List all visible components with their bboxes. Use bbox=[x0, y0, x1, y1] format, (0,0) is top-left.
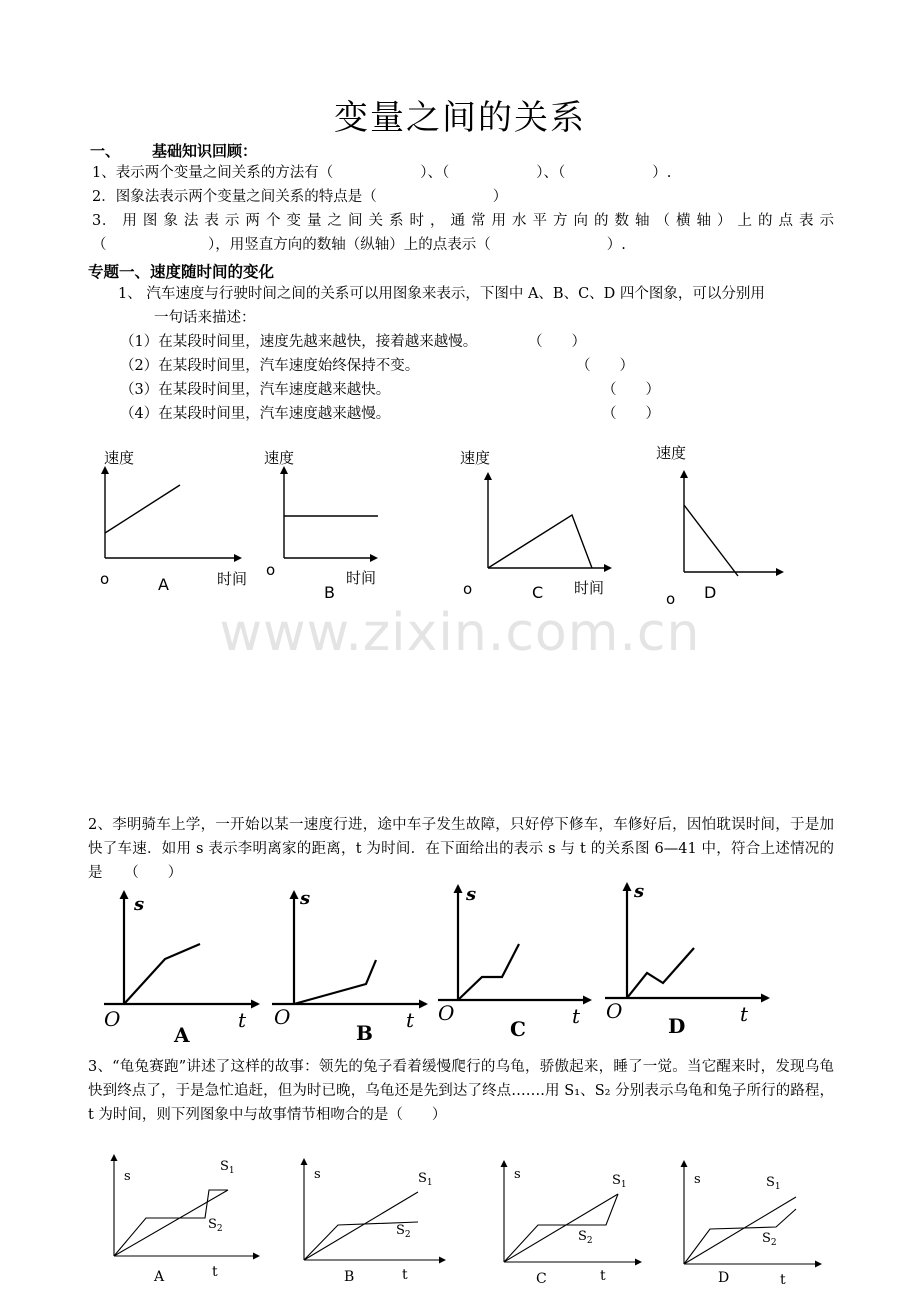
svg-text:S2: $S_2$ bbox=[578, 1229, 593, 1246]
svg-text:O: O bbox=[606, 999, 623, 1023]
svg-text:S2: $S_2$ bbox=[762, 1231, 777, 1248]
statement-1-blank: （ ） bbox=[528, 334, 586, 350]
statement-1: （1）在某段时间里，速度先越来越快，接着越来越慢。 bbox=[120, 334, 478, 350]
svg-text:t: t bbox=[780, 1272, 786, 1288]
svg-text:t: t bbox=[212, 1264, 218, 1280]
svg-text:t: t bbox=[740, 1002, 749, 1026]
distance-graph-c bbox=[438, 886, 590, 1000]
race-graphs-figure bbox=[0, 1150, 920, 1300]
svg-text:s: s bbox=[300, 888, 311, 909]
svg-text:S2: $S_2$ bbox=[396, 1223, 411, 1240]
speed-graph-b bbox=[284, 468, 378, 558]
question-3-line1: 3． 用 图 象 法 表 示 两 个 变 量 之 间 关 系 时 ， 通 常 用 水 平 方 向 的 数 轴 （ 横 轴 ） 上 的 点 表 示 bbox=[92, 213, 834, 229]
distance-graph-b bbox=[272, 892, 426, 1004]
section-heading: 基础知识回顾： bbox=[152, 142, 258, 160]
graph-label-b: B bbox=[356, 1021, 373, 1045]
speed-graph-c bbox=[488, 474, 610, 568]
statement-2: （2）在某段时间里，汽车速度始终保持不变。 bbox=[120, 358, 420, 374]
x-axis-label: 时间 bbox=[574, 579, 605, 597]
svg-text:S1: $S_1$ bbox=[220, 1159, 235, 1176]
origin-label: O bbox=[104, 1007, 121, 1031]
graph-line bbox=[105, 485, 180, 533]
speed-graphs-figure bbox=[0, 0, 920, 640]
graph-label-d: D bbox=[668, 1014, 686, 1038]
svg-text:s: s bbox=[314, 1167, 321, 1182]
statement-3-blank: （ ） bbox=[602, 382, 660, 398]
page-title: 变量之间的关系 bbox=[334, 98, 586, 138]
svg-text:O: O bbox=[274, 1005, 291, 1029]
graph-label-a: A bbox=[154, 1269, 165, 1285]
svg-text:t: t bbox=[572, 1004, 581, 1028]
svg-text:t: t bbox=[600, 1268, 606, 1284]
origin-label: o bbox=[666, 590, 676, 608]
origin-label: o bbox=[463, 580, 473, 598]
x-axis-label: t bbox=[238, 1008, 247, 1032]
graph-label-d: D bbox=[704, 583, 717, 602]
race-graph-a bbox=[114, 1156, 258, 1256]
y-axis-label: s bbox=[134, 894, 145, 915]
svg-text:t: t bbox=[402, 1267, 408, 1283]
svg-text:S1: $S_1$ bbox=[766, 1175, 781, 1192]
graph-label-d: D bbox=[718, 1270, 730, 1286]
speed-graph-d bbox=[684, 472, 782, 576]
svg-text:s: s bbox=[694, 1172, 701, 1187]
question-3-line2: （ ），用竖直方向的数轴（纵轴）上的点表示（ ）. bbox=[92, 237, 626, 253]
question-1: 1、表示两个变量之间关系的方法有（ ）、（ ）、（ ）. bbox=[92, 165, 672, 181]
question-2-text: 2、李明骑车上学，一开始以某一速度行进，途中车子发生故障，只好停下修车，车修好后，因怕耽误时间，于是加快了车速．如用 s 表示李明离家的距离，t 为时间．在下面给出的表示 s 与 t 的关系图 6—41 中，符合上述情况的是 （ ） bbox=[88, 817, 834, 881]
statement-2-blank: （ ） bbox=[576, 358, 634, 374]
svg-text:s: s bbox=[124, 1169, 131, 1184]
race-graph-d bbox=[684, 1162, 820, 1264]
graph-label-c: C bbox=[536, 1271, 547, 1287]
topic-paragraph-line1: 1、 汽车速度与行驶时间之间的关系可以用图象来表示，下图中 A、B、C、D 四个图象，可以分别用 bbox=[118, 286, 765, 302]
svg-text:S2: $S_2$ bbox=[208, 1217, 223, 1234]
distance-graph-d bbox=[605, 884, 768, 998]
graph-label-b: B bbox=[324, 583, 335, 602]
origin-label: o bbox=[100, 570, 110, 588]
y-axis-label: 速度 bbox=[460, 449, 491, 467]
distance-graphs-figure bbox=[0, 880, 920, 1050]
watermark: www.zixin.com.cn bbox=[219, 603, 701, 663]
section-number: 一、 bbox=[90, 142, 121, 160]
statement-4: （4）在某段时间里，汽车速度越来越慢。 bbox=[120, 406, 391, 422]
topic-paragraph-line2: 一句话来描述： bbox=[154, 310, 256, 326]
question-2: 2．图象法表示两个变量之间关系的特点是（ ） bbox=[92, 189, 508, 205]
statement-4-blank: （ ） bbox=[602, 406, 660, 422]
origin-label: o bbox=[266, 561, 276, 579]
graph-label-c: C bbox=[510, 1017, 526, 1041]
y-axis-label: 速度 bbox=[656, 444, 687, 462]
graph-label-b: B bbox=[344, 1269, 355, 1285]
speed-graph-a bbox=[105, 468, 240, 558]
graph-label-a: A bbox=[174, 1023, 190, 1047]
graph-label-a: A bbox=[158, 575, 169, 594]
svg-text:t: t bbox=[406, 1008, 415, 1032]
svg-text:S1: $S_1$ bbox=[418, 1171, 433, 1188]
graph-label-c: C bbox=[532, 583, 544, 602]
question-3-text: 3、“龟兔赛跑”讲述了这样的故事：领先的兔子看着缓慢爬行的乌龟，骄傲起来，睡了一觉。当它醒来时，发现乌龟快到终点了，于是急忙追赶，但为时已晚，乌龟还是先到达了终点…….用 S₁、S₂ 分别表示乌龟和兔子所行的路程，t 为时间，则下列图象中与故事情节相吻合的是（ ） bbox=[88, 1059, 834, 1123]
statement-3: （3）在某段时间里，汽车速度越来越快。 bbox=[120, 382, 391, 398]
svg-text:O: O bbox=[438, 1001, 455, 1025]
topic-heading: 专题一、速度随时间的变化 bbox=[88, 263, 275, 281]
svg-text:s: s bbox=[514, 1167, 521, 1182]
x-axis-label: 时间 bbox=[346, 569, 377, 587]
svg-text:S1: $S_1$ bbox=[612, 1173, 627, 1190]
y-axis-label: 速度 bbox=[264, 449, 295, 467]
y-axis-label: 速度 bbox=[104, 449, 135, 467]
distance-graph-a bbox=[104, 892, 258, 1004]
svg-text:s: s bbox=[634, 881, 645, 902]
x-axis-label: 时间 bbox=[217, 570, 248, 588]
svg-text:s: s bbox=[466, 884, 477, 905]
